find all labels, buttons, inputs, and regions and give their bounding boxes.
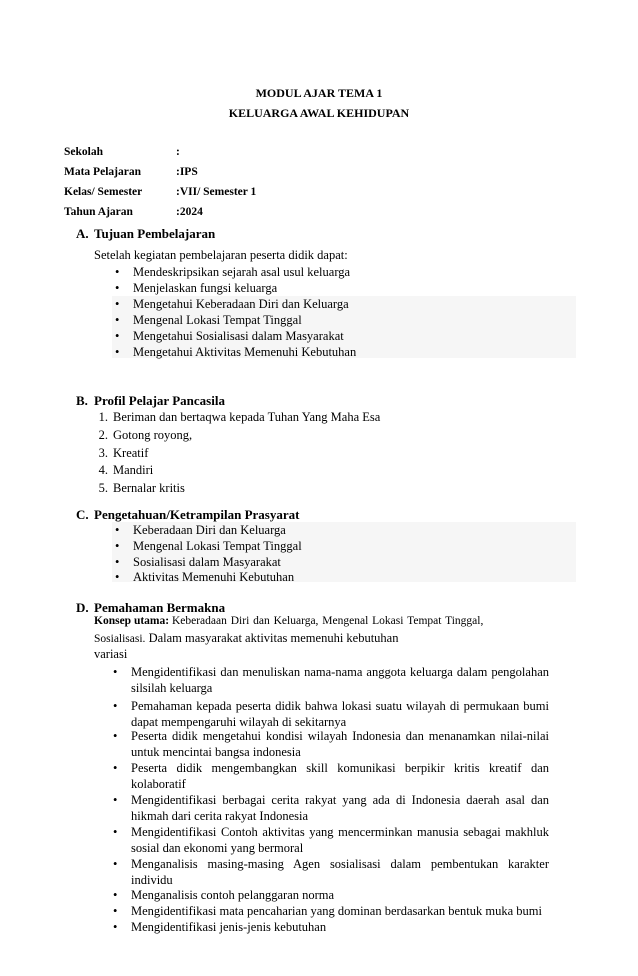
- section-title: Tujuan Pembelajaran: [94, 226, 216, 241]
- section-title: Pengetahuan/Ketrampilan Prasyarat: [94, 507, 300, 522]
- numbered-item: 2. Gotong royong,: [98, 428, 193, 442]
- konsep-utama-line: [94, 615, 483, 627]
- section-a-heading: [76, 226, 215, 242]
- bullet-icon: •: [113, 761, 118, 775]
- meta-row-school: [64, 146, 180, 158]
- list-item: • Mengidentifikasi berbagai cerita rakyat yang ada di Indonesia daerah asal dan hikmah dari cerita rakyat Indonesia: [113, 793, 549, 824]
- meta-row-class: [64, 186, 256, 198]
- bullet-icon: •: [113, 904, 118, 918]
- meta-value: :: [176, 146, 180, 158]
- bullet-icon: •: [115, 570, 120, 584]
- list-item: • Mengidentifikasi mata pencaharian yang dominan berdasarkan bentuk muka bumi: [113, 904, 542, 918]
- numbered-item: 1. Beriman dan bertaqwa kepada Tuhan Yang Maha Esa: [98, 410, 381, 424]
- bullet-icon: •: [115, 265, 120, 279]
- list-item: • Mengidentifikasi jenis-jenis kebutuhan: [113, 920, 327, 934]
- section-c-heading: [76, 507, 299, 523]
- meta-value: :VII/ Semester 1: [176, 186, 257, 198]
- bullet-icon: •: [113, 857, 118, 871]
- bullet-icon: •: [115, 345, 120, 359]
- bullet-icon: •: [115, 313, 120, 327]
- meta-key: Sekolah: [64, 146, 103, 158]
- konsep-text-2a: Sosialisasi.: [94, 633, 146, 645]
- konsep-utama-line-2: [94, 631, 398, 646]
- list-item: • Mengidentifikasi Contoh aktivitas yang mencerminkan manusia sebagai makhluk sosial dan ekonomi yang bermoral: [113, 825, 549, 856]
- konsep-text-2b: Dalam masyarakat aktivitas memenuhi kebutuhan: [148, 631, 399, 645]
- meta-key: Tahun Ajaran: [64, 206, 133, 218]
- section-letter: B.: [76, 393, 88, 408]
- bullet-icon: •: [113, 888, 118, 902]
- bullet-icon: •: [115, 281, 120, 295]
- meta-row-subject: [64, 166, 198, 178]
- section-title: Profil Pelajar Pancasila: [94, 393, 225, 408]
- numbered-item: 4. Mandiri: [98, 463, 154, 477]
- konsep-text: Keberadaan Diri dan Keluarga, Mengenal Lokasi Tempat Tinggal,: [171, 615, 484, 627]
- bullet-icon: •: [115, 555, 120, 569]
- list-item: • Pemahaman kepada peserta didik bahwa lokasi suatu wilayah di permukaan bumi dapat mempengaruhi wilayah di sekitarnya: [113, 699, 549, 730]
- bullet-icon: •: [115, 539, 120, 553]
- meta-value: :2024: [176, 206, 203, 218]
- meta-row-year: [64, 206, 203, 218]
- meta-key: Mata Pelajaran: [64, 166, 141, 178]
- section-letter: A.: [76, 226, 89, 241]
- list-item: • Menganalisis contoh pelanggaran norma: [113, 888, 335, 902]
- section-letter: D.: [76, 600, 89, 615]
- section-letter: C.: [76, 507, 89, 522]
- section-a-intro: Setelah kegiatan pembelajaran peserta didik dapat:: [94, 248, 348, 262]
- numbered-item: 5. Bernalar kritis: [98, 481, 185, 495]
- numbered-item: 3. Kreatif: [98, 446, 149, 460]
- list-item: • Mengidentifikasi dan menuliskan nama-nama anggota keluarga dalam pengolahan silsilah keluarga: [113, 665, 549, 696]
- module-subtitle: KELUARGA AWAL KEHIDUPAN: [228, 106, 410, 120]
- list-item: • Peserta didik mengembangkan skill komunikasi berpikir kritis kreatif dan kolaboratif: [113, 761, 549, 792]
- bullet-icon: •: [113, 920, 118, 934]
- bullet-icon: •: [113, 665, 118, 679]
- bullet-icon: •: [115, 523, 120, 537]
- section-title: Pemahaman Bermakna: [94, 600, 226, 615]
- bullet-icon: •: [113, 729, 118, 743]
- bullet-icon: •: [115, 329, 120, 343]
- bullet-icon: •: [113, 699, 118, 713]
- bullet-icon: •: [115, 297, 120, 311]
- konsep-label: Konsep utama:: [94, 615, 170, 627]
- section-d-heading: [76, 600, 225, 616]
- bullet-icon: •: [113, 825, 118, 839]
- list-item: • Peserta didik mengetahui kondisi wilayah Indonesia dan menanamkan nilai-nilai untuk mencintai bangsa indonesia: [113, 729, 549, 760]
- meta-key: Kelas/ Semester: [64, 186, 143, 198]
- list-item: • Menganalisis masing-masing Agen sosialisasi dalam pembentukan karakter individu: [113, 857, 549, 888]
- module-title: MODUL AJAR TEMA 1: [255, 86, 383, 100]
- variasi-text: variasi: [94, 647, 128, 661]
- section-b-heading: [76, 393, 225, 409]
- meta-value: :IPS: [176, 166, 198, 178]
- bullet-icon: •: [113, 793, 118, 807]
